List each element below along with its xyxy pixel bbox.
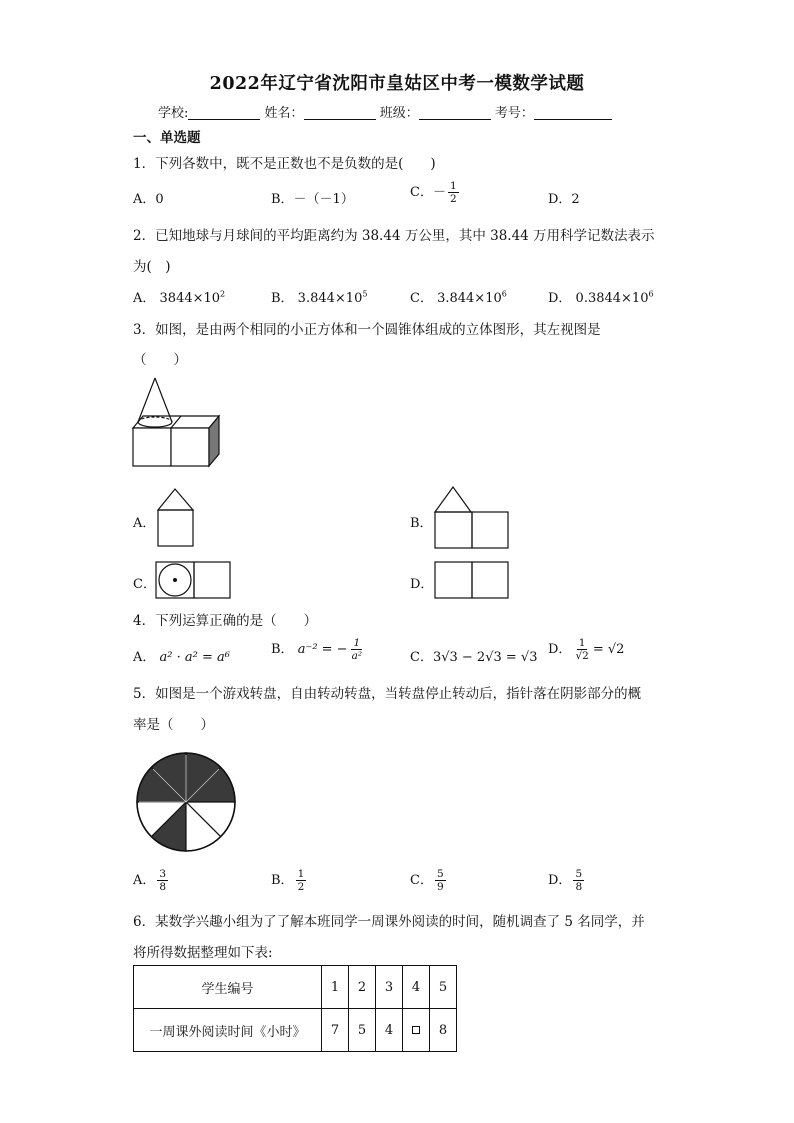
- table-cell: 8: [430, 1009, 457, 1052]
- q4-d-fraction: [573, 637, 590, 662]
- q3-option-d: D．: [410, 577, 434, 592]
- q4-b-label: B．: [271, 642, 294, 657]
- q2-c-exp: 6: [501, 289, 507, 299]
- q5-b-fraction: [296, 868, 307, 893]
- q4-option-a: [133, 646, 230, 665]
- q5-option-d: [548, 868, 586, 893]
- exam-no-blank: [534, 105, 612, 120]
- q2-c-base: C． 3.844×10: [410, 291, 502, 306]
- q2-a-exp: 2: [220, 289, 226, 299]
- q2-b-base: B． 3.844×10: [271, 291, 363, 306]
- table-header-cell: 学生编号: [134, 966, 322, 1009]
- table-cell: 4: [376, 1009, 403, 1052]
- student-info-line: [158, 102, 612, 121]
- table-cell: 1: [322, 966, 349, 1009]
- q1-c-den: 2: [449, 193, 457, 205]
- q5-b-num: 1: [297, 868, 305, 880]
- q5-stem-line1: 5．如图是一个游戏转盘，自由转动转盘，当转盘停止转动后，指针落在阴影部分的概: [133, 686, 642, 702]
- q5-a-den: 8: [159, 881, 167, 893]
- q4-stem: 4．下列运算正确的是（ ）: [133, 613, 318, 629]
- school-blank: [188, 105, 260, 120]
- q1-option-d: D．2: [548, 192, 580, 207]
- q4-d-rhs: = √2: [592, 642, 625, 657]
- q3-stem-line1: 3．如图，是由两个相同的小正方体和一个圆锥体组成的立体图形，其左视图是: [133, 322, 601, 338]
- q3-option-c-figure: [155, 561, 233, 601]
- q4-option-d: [548, 637, 624, 662]
- table-cell-unknown: [403, 1009, 430, 1052]
- q5-option-b: [271, 868, 308, 893]
- q4-a-expr: a² · a² = a⁶: [159, 650, 230, 665]
- q1-c-fraction: [448, 180, 459, 205]
- section-heading: 一、单选题: [133, 130, 201, 146]
- q3-option-a-figure: [157, 488, 195, 548]
- q5-a-fraction: [157, 868, 168, 893]
- q2-a-base: A． 3844×10: [133, 291, 221, 306]
- q4-c-expr: 3√3 − 2√3 = √3: [432, 650, 538, 665]
- table-cell: 4: [403, 966, 430, 1009]
- table-header-cell: 一周课外阅读时间《小时》: [134, 1009, 322, 1052]
- q5-c-label: C．: [410, 873, 433, 888]
- q5-c-fraction: [435, 868, 446, 893]
- page-title: 2022年辽宁省沈阳市皇姑区中考一模数学试题: [209, 74, 585, 94]
- q2-option-d: [548, 287, 654, 306]
- q5-b-den: 2: [297, 881, 305, 893]
- table-cell: 5: [430, 966, 457, 1009]
- name-label: 姓名：: [264, 106, 304, 121]
- name-blank: [304, 105, 376, 120]
- q3-option-c: C．: [133, 577, 156, 592]
- q1-c-num: 1: [449, 180, 457, 192]
- unknown-value-box: [412, 1026, 420, 1034]
- table-cell: 7: [322, 1009, 349, 1052]
- q5-d-label: D．: [548, 873, 572, 888]
- q6-data-table: [133, 965, 457, 1052]
- q2-d-exp: 6: [648, 289, 654, 299]
- q5-stem-line2: 率是（ ）: [133, 717, 214, 733]
- class-blank: [419, 105, 491, 120]
- exam-no-label: 考号：: [494, 106, 534, 121]
- q4-b-den: a²: [351, 650, 363, 662]
- q5-d-fraction: [573, 868, 584, 893]
- q2-option-b: [271, 287, 367, 306]
- q1-option-a: A．0: [133, 192, 164, 207]
- q3-option-d-figure: [434, 561, 510, 601]
- q5-c-den: 9: [436, 881, 444, 893]
- q3-solid-figure: [130, 376, 225, 471]
- q4-c-label: C．: [410, 650, 433, 665]
- q3-option-b-figure: [434, 486, 510, 550]
- q4-d-den: √2: [575, 650, 589, 662]
- q3-stem-line2: （ ）: [133, 352, 187, 368]
- q1-option-b: B．－（－1）: [271, 192, 354, 207]
- table-cell: 5: [349, 1009, 376, 1052]
- q4-b-lhs: a⁻² = −: [297, 642, 348, 657]
- q5-b-label: B．: [271, 873, 294, 888]
- q4-option-b: [271, 637, 366, 662]
- class-label: 班级：: [379, 106, 419, 121]
- q4-d-num: 1: [578, 637, 586, 649]
- q5-option-a: [133, 868, 170, 893]
- q2-option-c: [410, 287, 507, 306]
- q6-stem-line2: 将所得数据整理如下表:: [133, 945, 273, 961]
- q4-a-label: A．: [133, 650, 156, 665]
- table-cell: 2: [349, 966, 376, 1009]
- q3-option-a: A．: [133, 516, 156, 531]
- q4-b-num: 1: [353, 637, 361, 649]
- q4-option-c: [410, 646, 537, 665]
- q3-option-b: B．: [410, 516, 433, 531]
- q5-a-label: A．: [133, 873, 156, 888]
- q2-stem-line1: 2．已知地球与月球间的平均距离约为 38.44 万公里，其中 38.44 万用科学记数法表示: [133, 228, 655, 244]
- q5-c-num: 5: [436, 868, 444, 880]
- q5-d-den: 8: [575, 881, 583, 893]
- q5-option-c: [410, 868, 448, 893]
- q5-a-num: 3: [159, 868, 167, 880]
- table-cell: 3: [376, 966, 403, 1009]
- q5-spinner-figure: [134, 750, 238, 854]
- q2-b-exp: 5: [362, 289, 368, 299]
- school-label: 学校:: [158, 106, 189, 121]
- q5-d-num: 5: [575, 868, 583, 880]
- q2-option-a: [133, 287, 225, 306]
- q4-b-fraction: [350, 637, 364, 662]
- q6-stem-line1: 6．某数学兴趣小组为了了解本班同学一周课外阅读的时间，随机调查了 5 名同学，并: [133, 914, 645, 930]
- q2-d-base: D． 0.3844×10: [548, 291, 649, 306]
- q2-stem-line2: 为( ): [133, 259, 171, 275]
- q1-stem: 1．下列各数中，既不是正数也不是负数的是( ): [133, 156, 436, 172]
- q1-c-prefix: C．－: [410, 185, 446, 200]
- q4-d-label: D．: [548, 642, 572, 657]
- q1-option-c: [410, 180, 461, 205]
- table-row: [134, 966, 457, 1009]
- table-row: [134, 1009, 457, 1052]
